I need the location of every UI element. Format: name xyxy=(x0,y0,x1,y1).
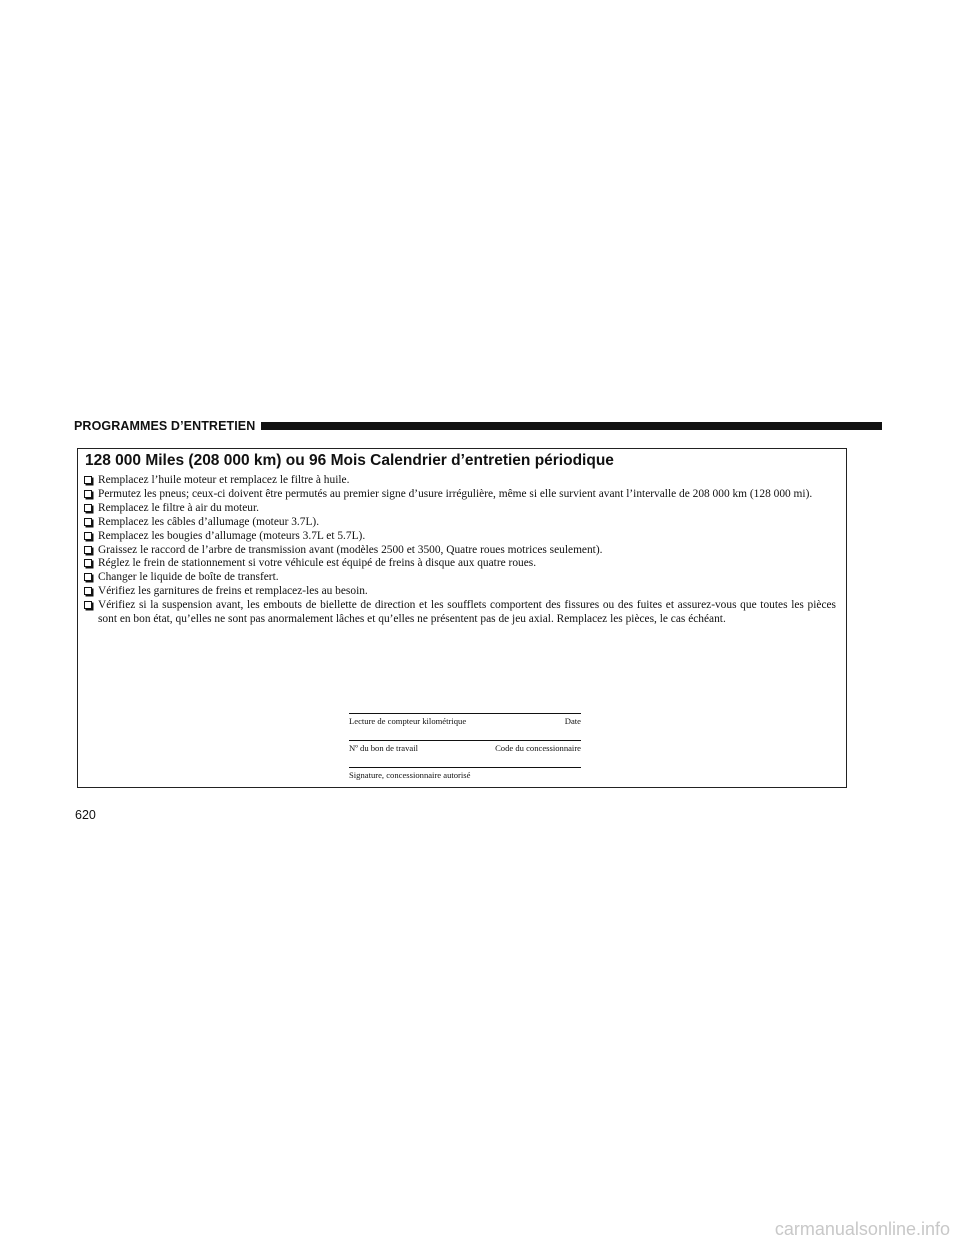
checklist-item xyxy=(84,571,836,585)
odometer-signature-line xyxy=(349,713,581,726)
signature-label: Signature, concessionnaire autorisé xyxy=(349,770,471,780)
dealer-signature-line xyxy=(349,767,581,780)
dealer-code-label: Code du concessionnaire xyxy=(495,743,581,753)
checklist-item-text: Vérifiez si la suspension avant, les embouts de biellette de direction et les soufflets comportent des fissures ou des fuites et assurez-vous que toutes les pièces sont en bon état, qu’elles ne sont pas anormalement lâches et qu’elles ne présentent pas de jeu axial. Remplacez les pièces, le cas échéant. xyxy=(98,599,836,626)
checkbox-icon xyxy=(84,573,92,581)
checklist-item xyxy=(84,516,836,530)
checklist-item-text: Changer le liquide de boîte de transfert. xyxy=(98,571,279,584)
work-order-signature-line xyxy=(349,740,581,753)
checklist-item-text: Remplacez les bougies d’allumage (moteurs 3.7L et 5.7L). xyxy=(98,529,366,542)
checklist-item xyxy=(84,530,836,544)
checklist-item xyxy=(84,599,836,627)
checkbox-icon xyxy=(84,490,92,498)
checklist-item xyxy=(84,544,836,558)
checklist-item-text: Graissez le raccord de l’arbre de transmission avant (modèles 2500 et 3500, Quatre roues motrices seulement). xyxy=(98,543,603,556)
checklist-item-text: Vérifiez les garnitures de freins et remplacez-les au besoin. xyxy=(98,585,368,598)
page-number: 620 xyxy=(75,808,96,822)
maintenance-schedule-box xyxy=(77,448,847,788)
checkbox-icon xyxy=(84,559,92,567)
odometer-label: Lecture de compteur kilométrique xyxy=(349,716,467,726)
section-title: PROGRAMMES D’ENTRETIEN xyxy=(74,419,256,433)
maintenance-checklist xyxy=(84,474,836,627)
checklist-item xyxy=(84,474,836,488)
work-order-label: Nº du bon de travail xyxy=(349,743,419,753)
checklist-item-text: Permutez les pneus; ceux-ci doivent être permutés au premier signe d’usure irrégulière, même si elle survient avant l’intervalle de 208 000 km (128 000 mi). xyxy=(98,487,813,500)
schedule-heading: 128 000 Miles (208 000 km) ou 96 Mois Calendrier d’entretien périodique xyxy=(85,452,614,469)
checklist-item-text: Remplacez les câbles d’allumage (moteur 3.7L). xyxy=(98,515,320,528)
checkbox-icon xyxy=(84,546,92,554)
watermark: carmanualsonline.info xyxy=(774,1219,950,1239)
checklist-item-text: Réglez le frein de stationnement si votre véhicule est équipé de freins à disque aux quatre roues. xyxy=(98,557,537,570)
section-header-bar xyxy=(261,422,882,430)
checklist-item-text: Remplacez le filtre à air du moteur. xyxy=(98,501,259,514)
checkbox-icon xyxy=(84,476,92,484)
checkbox-icon xyxy=(84,518,92,526)
checklist-item xyxy=(84,557,836,571)
checkbox-icon xyxy=(84,587,92,595)
checkbox-icon xyxy=(84,601,92,609)
section-header xyxy=(74,417,882,435)
checklist-item xyxy=(84,502,836,516)
checklist-item-text: Remplacez l’huile moteur et remplacez le filtre à huile. xyxy=(98,474,350,486)
checkbox-icon xyxy=(84,532,92,540)
checklist-item xyxy=(84,585,836,599)
checklist-item xyxy=(84,488,836,502)
checkbox-icon xyxy=(84,504,92,512)
date-label: Date xyxy=(564,716,581,726)
